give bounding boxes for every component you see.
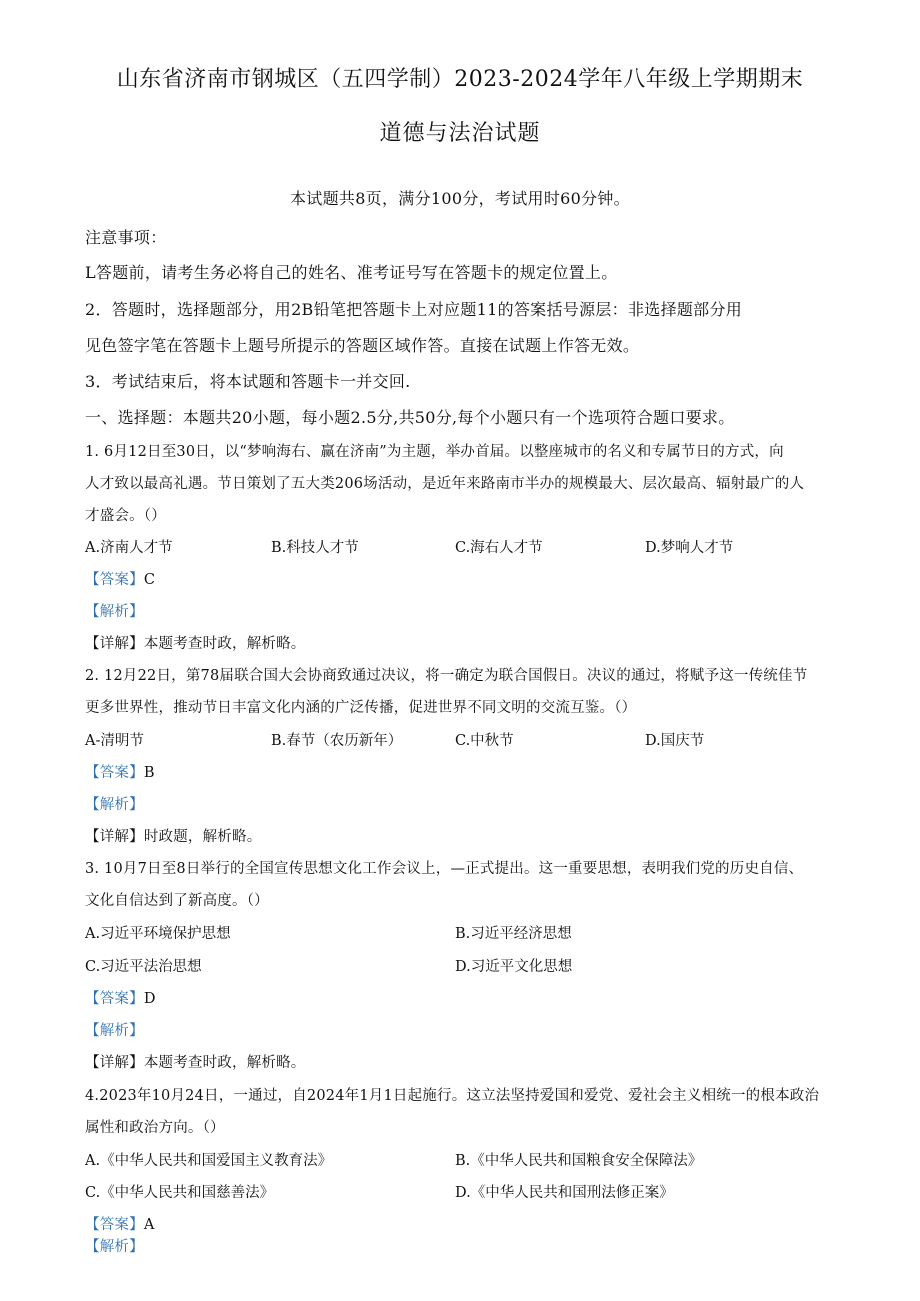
option-c: C.海右人才节	[455, 540, 543, 556]
exam-intro: 本试题共8页，满分100分，考试用时60分钟。	[290, 189, 630, 208]
question-text: 1. 6月12日至30日，以“梦响海右、赢在济南”为主题，举办首届。以整座城市的名义和专属节日的方式，向	[85, 444, 784, 460]
option-c: C.《中华人民共和国慈善法》	[85, 1185, 275, 1201]
option-a: A.习近平环境保护思想	[85, 926, 231, 942]
detail-label: 【详解】	[85, 636, 144, 652]
option-b: B.《中华人民共和国粮食安全保障法》	[455, 1153, 703, 1169]
option-b: B.习近平经济思想	[455, 926, 572, 942]
question-text: 属性和政治方向。（）	[85, 1120, 225, 1136]
detail-line	[85, 825, 261, 846]
analysis-label: 【解析】	[85, 1239, 144, 1255]
analysis-label: 【解析】	[85, 1023, 144, 1039]
option-a: A.《中华人民共和国爱国主义教育法》	[85, 1153, 333, 1169]
question-text: 文化自信达到了新高度。（）	[85, 893, 269, 909]
answer-line	[85, 987, 156, 1008]
question-text: 4.2023年10月24日，一通过，自2024年1月1日起施行。这立法坚持爱国和爱党、爱社会主义相统一的根本政治	[85, 1088, 820, 1104]
notice-heading: 注意事项：	[85, 228, 167, 247]
analysis-label: 【解析】	[85, 604, 144, 620]
question-text: 更多世界性，推动节日丰富文化内涵的广泛传播，促进世界不同文明的交流互鉴。（）	[85, 700, 637, 716]
answer-line	[85, 761, 155, 782]
option-d: D.梦响人才节	[645, 540, 734, 556]
answer-label: 【答案】	[85, 765, 144, 781]
answer-value: C	[143, 572, 156, 588]
exam-subtitle: 道德与法治试题	[379, 121, 541, 146]
answer-label: 【答案】	[85, 991, 144, 1007]
detail-line	[85, 1051, 306, 1072]
notice-item-2-cont: 见色签字笔在答题卡上题号所提示的答题区域作答。直接在试题上作答无效。	[85, 336, 640, 355]
option-a: A.济南人才节	[85, 540, 173, 556]
detail-text: 本题考查时政，解析略。	[143, 1055, 306, 1071]
notice-item-3: 3．考试结束后，将本试题和答题卡一并交回.	[85, 372, 411, 391]
notice-item-1: L答题前，请考生务必将自己的姓名、准考证号写在答题卡的规定位置上。	[85, 263, 618, 282]
question-text: 3. 10月7日至8日举行的全国宣传思想文化工作会议上，—正式提出。这一重要思想，表明我们党的历史自信、	[85, 861, 804, 877]
option-b: B.科技人才节	[271, 540, 359, 556]
option-c: C.习近平法治思想	[85, 959, 202, 975]
notice-item-2: 2．答题时，选择题部分，用2B铅笔把答题卡上对应题11的答案括号源层：非选择题部分用	[85, 300, 743, 319]
detail-text: 时政题，解析略。	[143, 829, 262, 845]
option-d: D.习近平文化思想	[455, 959, 573, 975]
option-a: A-清明节	[85, 733, 144, 749]
analysis-label: 【解析】	[85, 797, 144, 813]
question-text: 人才致以最高礼遇。节日策划了五大类206场活动，是近年来路南市半办的规模最大、层次最高、辐射最广的人	[85, 476, 805, 492]
answer-line	[85, 568, 155, 589]
answer-label: 【答案】	[85, 1217, 144, 1233]
option-d: D.国庆节	[645, 733, 705, 749]
option-b: B.春节（农历新年）	[271, 733, 403, 749]
detail-text: 本题考查时政，解析略。	[143, 636, 306, 652]
answer-line	[85, 1213, 154, 1234]
answer-value: B	[143, 765, 155, 781]
section-heading: 一、选择题：本题共20小题，每小题2.5分,共50分,每个小题只有一个选项符合题口要求。	[85, 408, 735, 427]
question-text: 才盛会。（）	[85, 508, 166, 524]
answer-label: 【答案】	[85, 572, 144, 588]
option-c: C.中秋节	[455, 733, 514, 749]
option-d: D.《中华人民共和国刑法修正案》	[455, 1185, 674, 1201]
answer-value: D	[143, 991, 156, 1007]
answer-value: A	[143, 1217, 155, 1233]
detail-line	[85, 632, 306, 653]
detail-label: 【详解】	[85, 1055, 144, 1071]
detail-label: 【详解】	[85, 829, 144, 845]
exam-title: 山东省济南市钢城区（五四学制）2023-2024学年八年级上学期期末	[116, 67, 804, 92]
question-text: 2. 12月22日，第78届联合国大会协商致通过决议，将一确定为联合国假日。决议的通过，将赋予这一传统佳节	[85, 668, 808, 684]
